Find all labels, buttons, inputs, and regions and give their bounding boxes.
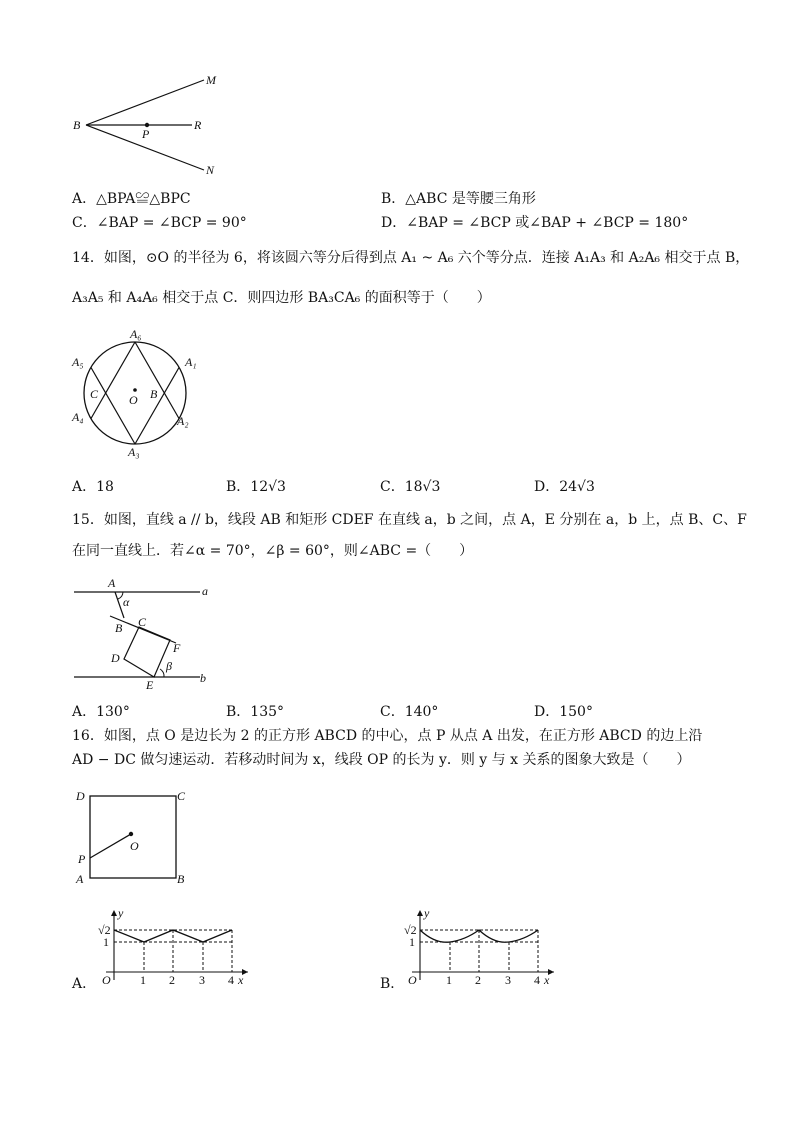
label-b: B (150, 387, 158, 401)
tick-1: 1 (140, 973, 146, 987)
q14-figure (68, 326, 208, 458)
q16-option-b[interactable]: B． (380, 976, 405, 992)
q16-option-a[interactable]: A． (72, 976, 97, 992)
label-f: F (173, 641, 181, 655)
label-b-point: B (115, 621, 123, 635)
label-r: R (194, 118, 202, 132)
label-b: B (177, 872, 185, 886)
chord-a1a3 (135, 368, 179, 445)
q14-stem-line2: A₃A₅ 和 A₄A₆ 相交于点 C．则四边形 BA₃CA₆ 的面积等于（ ） (72, 290, 491, 306)
q15-option-a[interactable]: A．130° (72, 704, 130, 720)
q15-stem-line1: 15．如图，直线 a // b，线段 AB 和矩形 CDEF 在直线 a，b 之间，点 A，E 分别在 a，b 上，点 B、C、F (72, 512, 747, 528)
tick-3: 3 (199, 973, 205, 987)
segment-op (90, 834, 131, 858)
label-o: O (129, 393, 138, 407)
label-a: A (76, 872, 84, 886)
center-o (133, 388, 137, 392)
label-one: 1 (103, 935, 109, 949)
q13-option-c[interactable]: C．∠BAP = ∠BCP = 90° (72, 215, 247, 231)
q16-stem-line2: AD − DC 做匀速运动．若移动时间为 x，线段 OP 的长为 y．则 y 与 x 关系的图象大致是（ ） (72, 752, 691, 768)
square-abcd (90, 796, 176, 878)
label-a-point: A (108, 576, 116, 590)
q14-option-a[interactable]: A．18 (72, 479, 114, 495)
label-a6: A₆ (130, 327, 142, 341)
label-y: y (424, 906, 430, 920)
label-p: P (142, 127, 150, 141)
point-o (129, 832, 133, 836)
q14-option-d[interactable]: D．24√3 (534, 479, 595, 495)
label-a4: A₄ (72, 410, 84, 424)
q14-option-b[interactable]: B．12√3 (226, 479, 286, 495)
label-n: N (206, 163, 215, 177)
label-e: E (146, 678, 154, 692)
label-c: C (90, 387, 99, 401)
label-alpha: α (123, 595, 130, 609)
q14-option-c[interactable]: C．18√3 (380, 479, 441, 495)
q13-option-d[interactable]: D．∠BAP = ∠BCP 或∠BAP + ∠BCP = 180° (381, 215, 689, 231)
rectangle-cdef (124, 627, 170, 677)
q15-figure (70, 576, 220, 694)
q15-option-d[interactable]: D．150° (534, 704, 593, 720)
q13-option-a[interactable]: A．△BPA≌△BPC (72, 191, 191, 207)
label-sqrt2: √2 (404, 923, 417, 937)
label-sqrt2: √2 (98, 923, 111, 937)
label-x: x (238, 973, 244, 987)
label-o: O (130, 839, 139, 853)
label-p: P (78, 852, 86, 866)
q13-option-b[interactable]: B．△ABC 是等腰三角形 (381, 191, 536, 207)
q16-stem-line1: 16．如图，点 O 是边长为 2 的正方形 ABCD 的中心，点 P 从点 A 出发，在正方形 ABCD 的边上沿 (72, 728, 703, 744)
label-one: 1 (409, 935, 415, 949)
label-c: C (138, 615, 147, 629)
y-axis-arrow (111, 910, 117, 916)
q13-figure (60, 68, 240, 178)
q16-graph-a (92, 906, 252, 990)
label-a5: A₅ (72, 355, 84, 369)
label-origin: O (102, 973, 111, 987)
label-beta: β (166, 659, 172, 673)
tick-3: 3 (505, 973, 511, 987)
label-origin: O (408, 973, 417, 987)
label-a-line: a (202, 584, 208, 598)
tick-4: 4 (228, 973, 234, 987)
chord-a4a6 (91, 342, 135, 419)
tick-4: 4 (534, 973, 540, 987)
label-c: C (177, 789, 186, 803)
tick-2: 2 (475, 973, 481, 987)
chord-a2a6 (135, 342, 179, 419)
q15-stem-line2: 在同一直线上．若∠α = 70°，∠β = 60°，则∠ABC =（ ） (72, 543, 474, 559)
label-a3: A₃ (128, 445, 140, 459)
q14-stem-line1: 14．如图，⊙O 的半径为 6，将该圆六等分后得到点 A₁ ~ A₆ 六个等分点．连接 A₁A₃ 和 A₂A₆ 相交于点 B， (72, 250, 750, 266)
y-axis-arrow (417, 910, 423, 916)
label-d: D (76, 789, 85, 803)
tick-1: 1 (446, 973, 452, 987)
label-b-line: b (200, 671, 206, 685)
label-m: M (206, 73, 216, 87)
q15-option-b[interactable]: B．135° (226, 704, 285, 720)
tick-2: 2 (169, 973, 175, 987)
q15-option-c[interactable]: C．140° (380, 704, 439, 720)
label-a1: A₁ (185, 355, 197, 369)
angle-beta-arc (160, 669, 164, 677)
q16-graph-b (398, 906, 558, 990)
label-a2: A₂ (177, 414, 189, 428)
label-d: D (111, 651, 120, 665)
label-y: y (118, 906, 124, 920)
label-b: B (73, 118, 81, 132)
ray-bm (86, 80, 204, 125)
q16-square-figure (72, 786, 202, 890)
label-x: x (544, 973, 550, 987)
